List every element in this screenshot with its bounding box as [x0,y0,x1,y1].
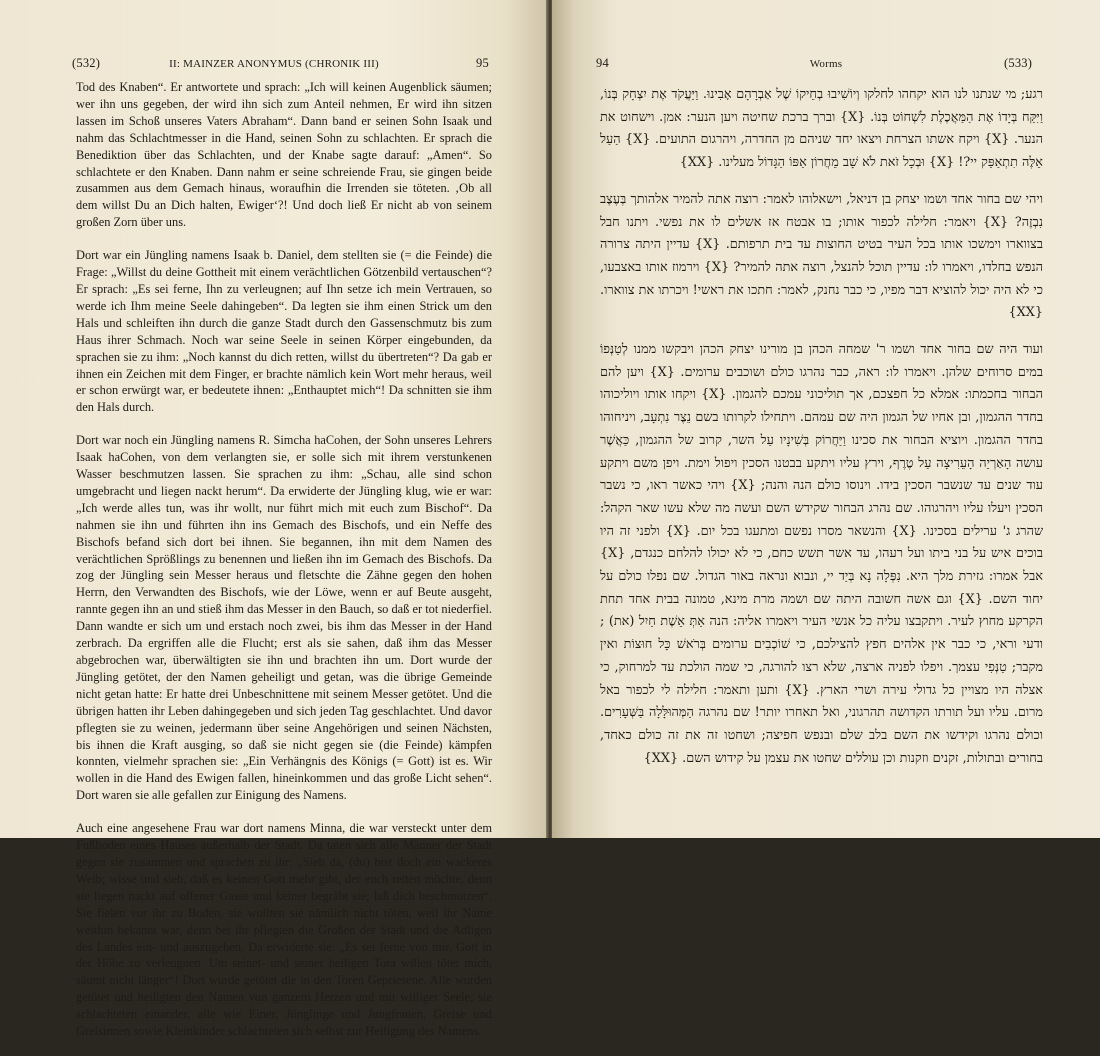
paragraph: רגע; מי שנתנו לנו הוא יקחהו לחלקו וְיוֹשִׁיבוּ בְחֵיקוֹ שֶׁל אַבְרָהָם אָבִינוּ. וַיַּעֲקֹד אֶת יִצְחָק בְּנוֹ, וַיִּקַּח בְּיָדוֹ אֶת הַמַּאֲכֶלֶת לִשְׁחוֹט בְּנוֹ. {X} וברך ברכת שחיטה ויען הנער: אמן. וישחוט את הנער. {X} ויקח אשתו הצרחת ויצאו יחד שניהם מן החדרה, ויהרגום התועים. {X} הַעַל אֵלֶּה תִתְאַפַּק יי?! {X} וּבְכָל זֹאת לֹא שָׁב מֵחֲרוֹן אַפּוֹ הַגָּדוֹל מעלינו. {XX} [600,87,1043,171]
right-running-title: Worms [809,58,843,70]
german-text-block [76,79,492,1056]
right-page [552,0,1100,838]
left-running-title: II: MAINZER ANONYMUS (CHRONIK III) [169,58,379,70]
paragraph: Dort war ein Jüngling namens Isaak b. Daniel, dem stellten sie (= die Feinde) die Frage: „Willst du deine Gottheit mit einem verächtlichen Götzenbild vertauschen“? Er sprach: „Es sei ferne, Ihn zu verleugnen; auf Ihn setze ich mein Vertrauen, so werde ich Ihm meine Seele dahingeben“. Da legten sie ihm einen Strick um den Hals und schleiften ihn durch die ganze Stadt durch den Gassenschmutz bis zum Haus ihrer Schmach. Noch war seine Seele in seinen Körper eingebunden, da sprachen sie zu ihm: „Noch kannst du dich retten, willst du übertreten“? Da gab er ihnen ein Zeichen mit dem Finger, er brachte nämlich kein Wort mehr heraus, weil er schon erwürgt war, er bedeutete ihnen: „Enthauptet mich“! Da schnitten sie ihm den Hals durch. [76,248,492,415]
hebrew-text-block [600,84,1043,784]
right-page-inner-number: 94 [596,56,609,70]
paragraph: Auch eine angesehene Frau war dort namens Minna, die war versteckt unter dem Fußboden eines Hauses außerhalb der Stadt. Da taten sich alle Männer der Stadt gegen sie zusammen und sprachen zu ihr: „Sieh da, (du) bist doch ein wackeres Weib; wisse und sieh, daß es keinen Gott mehr gibt, der euch retten möchte, denn sie liegen nackt auf offener Gasse und keiner begräbt sie; laß dich beschmutzen“. Sie fielen vor ihr zu Boden, sie wollten sie nämlich nicht töten, weil ihr Name weithin bekannt war, denn bei ihr pflegten die Großen der Stadt und die Adligen des Landes ein- und auszugehen. Da erwiderte sie: „Es sei ferne von mir, Gott in der Höhe zu verleugnen. Um seinet- und seiner heiligen Tora willen tötet mich, säumt nicht länger“! Dort wurde getötet die in den Toren Gepriesene. Alle wurden getötet und heiligten den Namen von ganzem Herzen und mit williger Seele; sie schlachteten einander, alle wie Einer, Jünglinge und Jungfrauen, Greise und Greisinnen sowie Kleinkinder schlachteten sich selbst zur Heiligung des Namens. [76,821,492,1039]
left-page-inner-number: 95 [476,56,489,70]
right-page-outer-number: (533) [1004,56,1033,70]
left-page [0,0,548,1039]
paragraph: Tod des Knaben“. Er antwortete und sprach: „Ich will keinen Augenblick säumen; wer ihn uns gegeben, der wird ihn sich zum Anteil nehmen, Er wird ihn sitzen lassen im Schoß unseres Vaters Abraham“. Dann band er seinen Sohn Isaak und nahm das Schlachtmesser in die Hand, seinen Sohn zu schlachten. Er sprach die Benediktion über das Schlachten, und der Knabe sagte darauf: „Amen“. So schlachtete er den Knaben. Dann nahm er seine schreiende Frau, sie gingen beide zusammen aus dem Gemach hinaus, woraufhin die Irrenden sie töteten. ‚Ob all dem willst Du an Dich halten, Ewiger‘?! Und doch ließ Er nicht ab von seinem großen Zorn über uns. [76,80,492,230]
paragraph: Dort war noch ein Jüngling namens R. Simcha haCohen, der Sohn unseres Lehrers Isaak haCohen, von dem verlangten sie, er solle sich mit ihrem verstunkenen Wasser beschmutzen lassen. Sie sprachen zu ihm: „Schau, alle sind schon umgebracht und liegen nackt herum“. Da erwiderte der Jüngling klug, wie er war: „Ich werde alles tun, was ihr wollt, nur führt mich mit euch zum Bischof“. Da nahmen sie ihn und führten ihn ins Gemach des Bischofs, und ein Neffe des Bischofs befand sich dort bei ihnen. Sie begannen, ihn mit dem Namen des verächtlichen Sprößlings zu benennen und ließen ihn im Gemach des Bischofs. Da zog der Jüngling sein Messer heraus und fletschte die Zähne gegen den hohen Herrn, den Verwandten des Bischofs, wie der Löwe, wenn er auf Beute ausgeht, rannte gegen ihn an und stieß ihm das Messer in den Bauch, so daß er tot niederfiel. Dann wandte er sich um und erstach noch zwei, bis ihm das Messer in der Hand zerbrach. Da ergriffen alle die Flucht; erst als sie sahen, daß ihm das Messer abgebrochen war, überwältigten sie ihn und brachten ihn um. Dort wurde der Jüngling getötet, der den Namen geheiligt und getan, was die übrige Gemeinde nicht getan hatte: Er hatte drei Unbeschnittene mit seinem Messer getötet. Und die übrigen hatten ihr Leben dahingegeben und sich jeden Tag geschlachtet. Und davor pflegten sie zu weinen, jedermann über seine Angehörigen und seinen Nächsten, bis ihnen die Kraft ausging, so daß sie nicht gegen sie (die Feinde) kämpfen konnten, vielmehr sprachen sie: „Ein Verhängnis des Königs (= Gott) ist es. Wir wollen in die Hand des Ewigen fallen, hineinkommen und das große Licht sehen“. Dort waren sie alle gefallen zur Einigung des Namens. [76,433,492,803]
paragraph: ועוד היה שם בחור אחד ושמו ר' שמחה הכהן בן מורינו יצחק הכהן ויבקשו ממנו לְטַנְּפוֹ במים סרוחים שלהן. ויאמרו לו: ראה, כבר נהרגו כולם ושוכבים ערומים. {X} ויען להם הבחור בחכמתו: אמלא כל חפצכם, אך תוליכוני עמכם להגמון. {X} ויקחו אותו ויוליכוהו בחדר ההגמון, ובן אחיו של הגמון היה שם עמהם. ויתחילו לקרותו בשם נֵצֶר נִתְעָב, ויניחוהו בחדר ההגמון. ויוציא הבחור את סכינו וַיַּחֲרוֹק בְּשִׁינָיו עַל השר, קרוב של ההגמון, כַּאֲשֶׁר עושה הָאַרְיֵה הָעֵרִיצָה עַל טֶרֶף, וירץ עליו ויתקע בבטנו הסכין ויפול וימת. ויפן משם ויתקע עוד שנים עד שנשבר הסכין בידו. וינוסו כולם הנה והנה; {X} ויהי כאשר ראו, כי נשבר הסכין ויעלו עליו ויהרגוהו. שם נהרג הבחור שקידש השם ועשה מה שלא עשו שאר הקהל: שהרג ג' ערילים בסכינו. {X} והנשאר מסרו נפשם ומתעגו בכל יום. {X} ולפני זה היו בוכים איש על בני ביתו ועל רעהו, עד אשר תשש כחם, כי לא יכולו להלחם כנגדם, {X} אבל אמרו: גזירת מלך היא. נִפְּלָה נָא בְּיַד יי, ונבוא ונראה באור הגדול. שם נפלו כולם על יחוד השם. {X} וגם אשה חשובה היתה שם ושמה מרת מינא, טמונה בבית אחד תחת הקרקע מחוץ לעיר. ויתקבצו עליה כל אנשי העיר ויאמרו אליה: הנה אַתְּ אֵשֶׁת חַיִל (את) ; ודעי וראי, כי כבר אין אלהים חפץ להצילכם, כי שׁוֹכְבִים ערומים בְּרֹאשׁ כָּל חוּצוֹת ואין מקבר; טַנְּפִי עצמך. ויפלו לפניה ארצה, שלא רצו להורגה, כי שמה הולכת עד למרחוק, כי אצלה היו מצויין כל גדולי עירה ושרי הארץ. {X} ותען ותאמר: חלילה לי לכפור באל מרום. עליו ועל תורתו הקדושה תהרגוני, ואל תאחרו יותר! שם נהרגה הַמְּהוּלָּלָה בַּשְּׁעָרִים. וכולם נהרגו וקידשו את השם בלב שלם ובנפש חפיצה; ושחטו זה את זה כולם כאחד, בחורים ובתולות, זקנים וזקנות וכן עוללים שחטו את עצמן על קידוש השם. {XX} [600,342,1044,766]
left-page-outer-number: (532) [72,56,101,70]
paragraph: ויהי שם בחור אחד ושמו יצחק בן דניאל, וישאלוהו לאמר: רוצה אתה להמיר אלהותך בְּעֶצֶב נִבְזֶה? {X} ויאמר: חלילה לכפור אותו; בו אבטח אז אשלים לו את נפשי. ויתנו חבל בצווארו וימשכו אותו בכל העיר בטיט החוצות עד בית תרפותם. {X} עדיין היתה צרורה הנפש בחלדו, ויאמרו לו: עדיין תוכל להנצל, רוצה אתה להמיר? {X} וירמוז אותו באצבעו, כי לא היה יכול להוציא דבר מפיו, כי כבר נחנק, לאמר: חתכו את ראשי! ויכרתו את צווארו. {XX} [600,191,1044,321]
